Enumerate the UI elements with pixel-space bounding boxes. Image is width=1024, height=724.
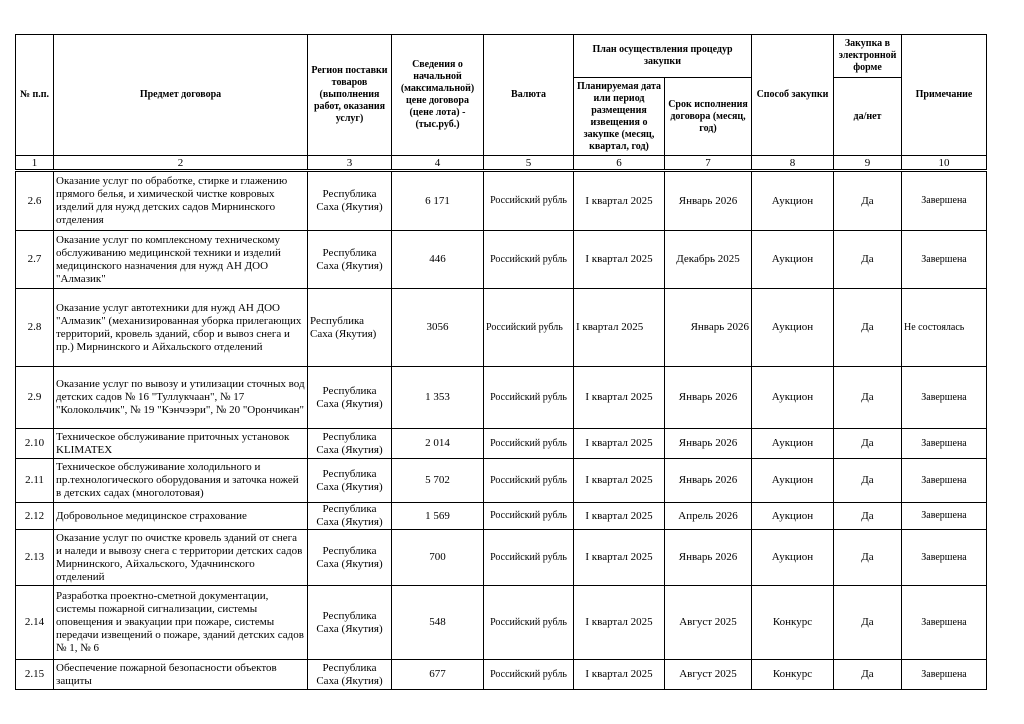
row-term: Январь 2026 [665, 429, 752, 459]
row-price: 3056 [392, 289, 484, 367]
row-subject: Оказание услуг автотехники для нужд АН ДОО "Алмазик" (механизированная уборка прилегающих территорий, кровель зданий, сбор и вывоз снега и пр.) Мирнинского и Айхальского отделений [54, 289, 308, 367]
row-electronic: Да [834, 367, 902, 429]
table-row [16, 660, 987, 690]
row-price: 548 [392, 586, 484, 660]
row-plan: I квартал 2025 [574, 171, 665, 231]
row-electronic: Да [834, 660, 902, 690]
row-method: Аукцион [752, 459, 834, 503]
table-row [16, 429, 987, 459]
header-subject: Предмет договора [54, 35, 308, 156]
row-term: Январь 2026 [665, 171, 752, 231]
row-subject: Техническое обслуживание холодильного и пр.технологического оборудования и заточка ножей в детских садах (многолотовая) [54, 459, 308, 503]
row-term: Январь 2026 [665, 530, 752, 586]
row-plan: I квартал 2025 [574, 289, 665, 367]
row-term: Январь 2026 [665, 459, 752, 503]
row-num: 2.7 [16, 231, 54, 289]
row-currency: Российский рубль [484, 530, 574, 586]
row-num: 2.11 [16, 459, 54, 503]
column-number: 10 [902, 156, 987, 171]
header-method: Способ закупки [752, 35, 834, 156]
row-currency: Российский рубль [484, 586, 574, 660]
table-row [16, 586, 987, 660]
header-term: Срок исполнения договора (месяц, год) [665, 78, 752, 156]
row-electronic: Да [834, 459, 902, 503]
row-region: Республика Саха (Якутия) [308, 459, 392, 503]
row-electronic: Да [834, 289, 902, 367]
row-plan: I квартал 2025 [574, 367, 665, 429]
row-num: 2.6 [16, 171, 54, 231]
column-number: 6 [574, 156, 665, 171]
row-num: 2.12 [16, 503, 54, 530]
header-price: Сведения о начальной (максимальной) цене договора (цене лота) - (тыс.руб.) [392, 35, 484, 156]
row-region: Республика Саха (Якутия) [308, 660, 392, 690]
row-method: Аукцион [752, 289, 834, 367]
column-number: 4 [392, 156, 484, 171]
table-row [16, 367, 987, 429]
row-num: 2.8 [16, 289, 54, 367]
row-region: Республика Саха (Якутия) [308, 530, 392, 586]
row-term: Декабрь 2025 [665, 231, 752, 289]
row-note: Завершена [902, 660, 987, 690]
row-price: 1 353 [392, 367, 484, 429]
row-region: Республика Саха (Якутия) [308, 289, 392, 367]
header-num: № п.п. [16, 35, 54, 156]
row-plan: I квартал 2025 [574, 429, 665, 459]
row-note: Завершена [902, 586, 987, 660]
row-region: Республика Саха (Якутия) [308, 367, 392, 429]
row-note: Не состоялась [902, 289, 987, 367]
row-plan: I квартал 2025 [574, 231, 665, 289]
row-currency: Российский рубль [484, 289, 574, 367]
row-num: 2.13 [16, 530, 54, 586]
row-subject: Оказание услуг по комплексному техническому обслуживанию медицинской техники и изделий медицинского назначения для нужд АН ДОО "Алмазик" [54, 231, 308, 289]
row-currency: Российский рубль [484, 367, 574, 429]
row-region: Республика Саха (Якутия) [308, 171, 392, 231]
header-note: Примечание [902, 35, 987, 156]
row-note: Завершена [902, 503, 987, 530]
row-note: Завершена [902, 367, 987, 429]
row-price: 6 171 [392, 171, 484, 231]
column-number: 9 [834, 156, 902, 171]
row-region: Республика Саха (Якутия) [308, 503, 392, 530]
header-electronic-sub: да/нет [834, 78, 902, 156]
header-electronic: Закупка в электронной форме [834, 35, 902, 78]
row-electronic: Да [834, 171, 902, 231]
row-num: 2.10 [16, 429, 54, 459]
row-subject: Оказание услуг по вывозу и утилизации сточных вод детских садов № 16 "Туллукчаан", № 17 "Колокольчик", № 19 "Кэнчээри", № 20 "Орончикан" [54, 367, 308, 429]
row-subject: Обеспечение пожарной безопасности объектов защиты [54, 660, 308, 690]
column-number: 8 [752, 156, 834, 171]
row-price: 2 014 [392, 429, 484, 459]
column-number: 1 [16, 156, 54, 171]
row-term: Январь 2026 [665, 367, 752, 429]
row-currency: Российский рубль [484, 459, 574, 503]
row-price: 700 [392, 530, 484, 586]
procurement-plan-sheet [15, 34, 986, 690]
row-plan: I квартал 2025 [574, 459, 665, 503]
procurement-table [15, 34, 987, 690]
table-row [16, 231, 987, 289]
row-subject: Оказание услуг по обработке, стирке и глажению прямого белья, и химической чистке ковровых изделий для нужд детских садов Мирнинского отделения [54, 171, 308, 231]
row-electronic: Да [834, 530, 902, 586]
row-note: Завершена [902, 459, 987, 503]
row-method: Аукцион [752, 530, 834, 586]
row-term: Август 2025 [665, 660, 752, 690]
header-region: Регион поставки товаров (выполнения работ, оказания услуг) [308, 35, 392, 156]
table-row [16, 171, 987, 231]
row-note: Завершена [902, 231, 987, 289]
row-currency: Российский рубль [484, 660, 574, 690]
row-price: 677 [392, 660, 484, 690]
column-number-row [16, 156, 987, 171]
row-subject: Техническое обслуживание приточных установок KLIMATEX [54, 429, 308, 459]
row-method: Аукцион [752, 231, 834, 289]
row-region: Республика Саха (Якутия) [308, 231, 392, 289]
row-price: 1 569 [392, 503, 484, 530]
header-plan: План осуществления процедур закупки [574, 35, 752, 78]
row-method: Конкурс [752, 660, 834, 690]
table-row [16, 530, 987, 586]
row-subject: Оказание услуг по очистке кровель зданий от снега и наледи и вывозу снега с территории детских садов Мирнинского, Айхальского, Удачнинского отделений [54, 530, 308, 586]
row-price: 5 702 [392, 459, 484, 503]
row-method: Аукцион [752, 367, 834, 429]
row-plan: I квартал 2025 [574, 530, 665, 586]
row-plan: I квартал 2025 [574, 586, 665, 660]
row-subject: Добровольное медицинское страхование [54, 503, 308, 530]
column-number: 3 [308, 156, 392, 171]
row-currency: Российский рубль [484, 171, 574, 231]
column-number: 7 [665, 156, 752, 171]
row-term: Август 2025 [665, 586, 752, 660]
row-note: Завершена [902, 429, 987, 459]
row-electronic: Да [834, 503, 902, 530]
header-plan-date: Планируемая дата или период размещения извещения о закупке (месяц, квартал, год) [574, 78, 665, 156]
row-currency: Российский рубль [484, 429, 574, 459]
row-subject: Разработка проектно-сметной документации, системы пожарной сигнализации, системы оповещения и эвакуации при пожаре, системы передачи извещений о пожаре, зданий детских садов № 1, № 6 [54, 586, 308, 660]
row-electronic: Да [834, 429, 902, 459]
table-row [16, 503, 987, 530]
row-num: 2.9 [16, 367, 54, 429]
row-term: Апрель 2026 [665, 503, 752, 530]
table-row [16, 459, 987, 503]
row-region: Республика Саха (Якутия) [308, 586, 392, 660]
row-method: Конкурс [752, 586, 834, 660]
row-currency: Российский рубль [484, 231, 574, 289]
row-note: Завершена [902, 171, 987, 231]
row-electronic: Да [834, 231, 902, 289]
row-region: Республика Саха (Якутия) [308, 429, 392, 459]
row-price: 446 [392, 231, 484, 289]
row-term: Январь 2026 [665, 289, 752, 367]
row-plan: I квартал 2025 [574, 503, 665, 530]
column-number: 2 [54, 156, 308, 171]
row-method: Аукцион [752, 503, 834, 530]
row-num: 2.14 [16, 586, 54, 660]
header-currency: Валюта [484, 35, 574, 156]
row-num: 2.15 [16, 660, 54, 690]
row-plan: I квартал 2025 [574, 660, 665, 690]
column-number: 5 [484, 156, 574, 171]
row-method: Аукцион [752, 171, 834, 231]
row-note: Завершена [902, 530, 987, 586]
table-row [16, 289, 987, 367]
row-electronic: Да [834, 586, 902, 660]
row-method: Аукцион [752, 429, 834, 459]
row-currency: Российский рубль [484, 503, 574, 530]
